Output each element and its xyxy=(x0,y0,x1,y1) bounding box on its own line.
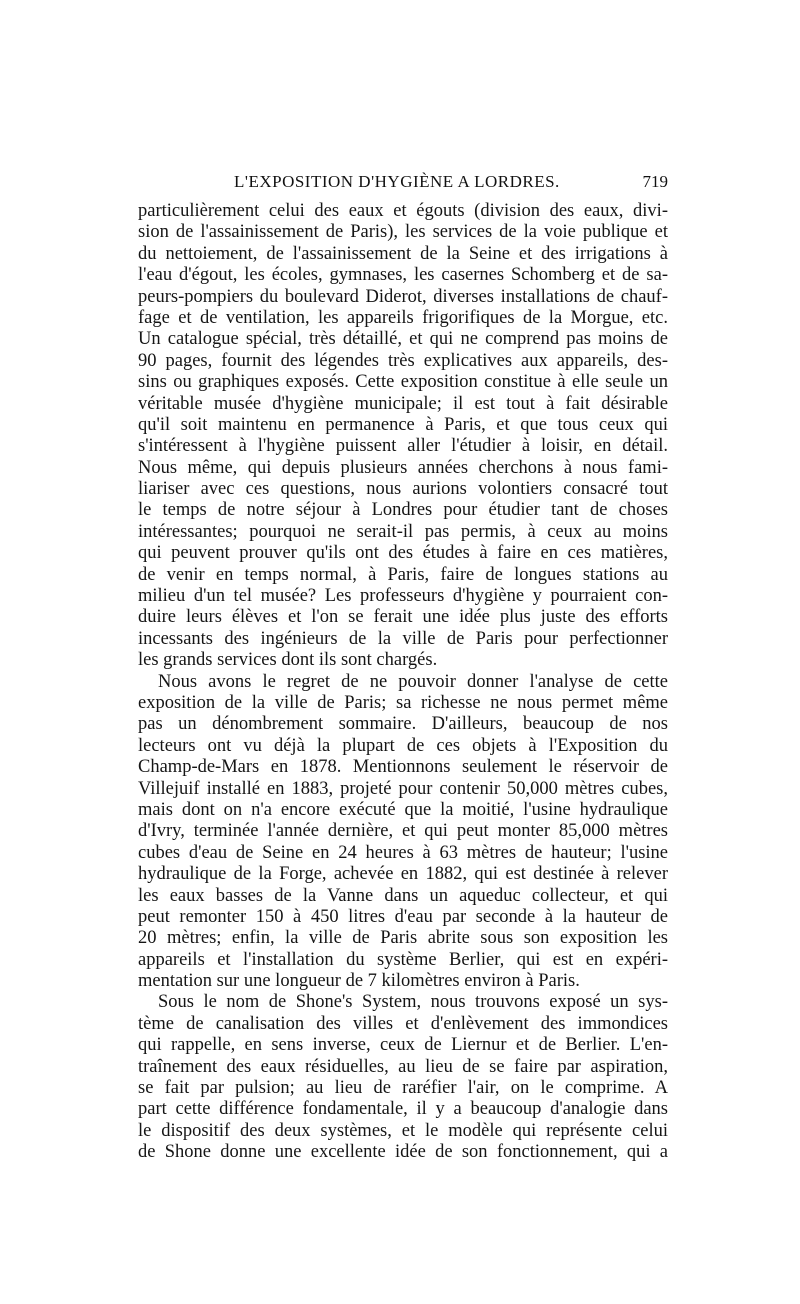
text-line: l'eau d'égout, les écoles, gymnases, les casernes Schomberg et de sa- xyxy=(138,265,668,286)
text-line: de venir en temps normal, à Paris, faire de longues stations au xyxy=(138,564,668,585)
text-line: s'intéressent à l'hygiène puissent aller l'étudier à loisir, en détail. xyxy=(138,436,668,457)
text-line: Villejuif installé en 1883, projeté pour contenir 50,000 mètres cubes, xyxy=(138,778,668,799)
text-line: lecteurs ont vu déjà la plupart de ces objets à l'Exposition du xyxy=(138,735,668,756)
text-line: peut remonter 150 à 450 litres d'eau par seconde à la hauteur de xyxy=(138,906,668,927)
text-line: sins ou graphiques exposés. Cette exposition constitue à elle seule un xyxy=(138,372,668,393)
text-line: mentation sur une longueur de 7 kilomètres environ à Paris. xyxy=(138,971,580,992)
text-line: fage et de ventilation, les appareils frigorifiques de la Morgue, etc. xyxy=(138,307,668,328)
text-line: le dispositif des deux systèmes, et le modèle qui représente celui xyxy=(138,1120,668,1141)
text-line: cubes d'eau de Seine en 24 heures à 63 mètres de hauteur; l'usine xyxy=(138,842,668,863)
text-line: qui rappelle, en sens inverse, ceux de Liernur et de Berlier. L'en- xyxy=(138,1035,668,1056)
page-number: 719 xyxy=(642,172,668,191)
text-line: Nous avons le regret de ne pouvoir donner l'analyse de cette xyxy=(158,671,668,692)
text-line: exposition de la ville de Paris; sa richesse ne nous permet même xyxy=(138,692,668,713)
text-line: peurs-pompiers du boulevard Diderot, diverses installations de chauf- xyxy=(138,286,668,307)
text-line: Nous même, qui depuis plusieurs années cherchons à nous fami- xyxy=(138,457,668,478)
text-line: pas un dénombrement sommaire. D'ailleurs, beaucoup de nos xyxy=(138,714,668,735)
text-line: incessants des ingénieurs de la ville de Paris pour perfectionner xyxy=(138,628,668,649)
text-line: tème de canalisation des villes et d'enlèvement des immondices xyxy=(138,1013,668,1034)
text-line: d'Ivry, terminée l'année dernière, et qui peut monter 85,000 mètres xyxy=(138,821,668,842)
text-line: appareils et l'installation du système Berlier, qui est en expéri- xyxy=(138,949,668,970)
text-line: mais dont on n'a encore exécuté que la moitié, l'usine hydraulique xyxy=(138,799,668,820)
text-line: se fait par pulsion; au lieu de raréfier l'air, on le comprime. A xyxy=(138,1078,668,1099)
text-line: qui peuvent prouver qu'ils ont des études à faire en ces matières, xyxy=(138,543,668,564)
text-line: Champ-de-Mars en 1878. Mentionnons seulement le réservoir de xyxy=(138,757,668,778)
text-line: les eaux basses de la Vanne dans un aqueduc collecteur, et qui xyxy=(138,885,668,906)
text-line: part cette différence fondamentale, il y a beaucoup d'analogie dans xyxy=(138,1099,668,1120)
text-line: particulièrement celui des eaux et égouts (division des eaux, divi- xyxy=(138,201,668,221)
text-line: milieu d'un tel musée? Les professeurs d'hygiène y pourraient con- xyxy=(138,586,668,607)
text-line: hydraulique de la Forge, achevée en 1882, qui est destinée à relever xyxy=(138,864,668,885)
text-line: véritable musée d'hygiène municipale; il est tout à fait désirable xyxy=(138,393,668,414)
text-line: traînement des eaux résiduelles, au lieu de se faire par aspiration, xyxy=(138,1056,668,1077)
text-line: 20 mètres; enfin, la ville de Paris abrite sous son exposition les xyxy=(138,928,668,949)
running-head xyxy=(138,166,668,196)
text-line: intéressantes; pourquoi ne serait-il pas permis, à ceux au moins xyxy=(138,521,668,542)
running-head-title: L'EXPOSITION D'HYGIÈNE A LORDRES. xyxy=(234,172,560,191)
text-line: le temps de notre séjour à Londres pour étudier tant de choses xyxy=(138,500,668,521)
text-line: Un catalogue spécial, très détaillé, et qui ne comprend pas moins de xyxy=(138,329,668,350)
text-line: sion de l'assainissement de Paris), les services de la voie publique et xyxy=(138,222,668,243)
text-line: du nettoiement, de l'assainissement de la Seine et des irrigations à xyxy=(138,243,668,264)
text-line: liariser avec ces questions, nous aurions volontiers consacré tout xyxy=(138,479,668,500)
text-line: Sous le nom de Shone's System, nous trouvons exposé un sys- xyxy=(158,992,668,1013)
body-text xyxy=(138,201,668,1164)
text-line: les grands services dont ils sont chargés. xyxy=(138,650,438,671)
text-line: 90 pages, fournit des légendes très explicatives aux appareils, des- xyxy=(138,350,668,371)
text-line: duire leurs élèves et l'on se ferait une idée plus juste des efforts xyxy=(138,607,668,628)
text-line: qu'il soit maintenu en permanence à Paris, et que tous ceux qui xyxy=(138,414,668,435)
text-line: de Shone donne une excellente idée de son fonctionnement, qui a xyxy=(138,1142,668,1163)
